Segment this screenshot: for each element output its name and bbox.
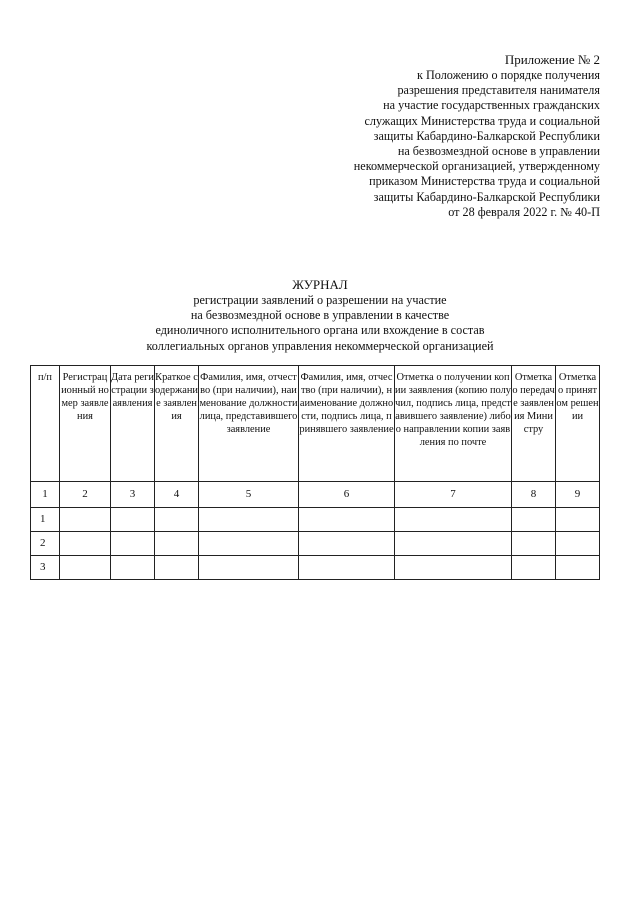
table-cell (111, 556, 155, 580)
column-header: Отметка о получении копии заявления (копию получил, подпись лица, представившего заявление) либо о направлении копии заявления по почте (395, 366, 512, 482)
journal-title: ЖУРНАЛ (292, 277, 348, 292)
table-cell (395, 556, 512, 580)
table-cell (512, 508, 556, 532)
column-number: 2 (60, 482, 111, 508)
table-cell (299, 508, 395, 532)
appendix-block (280, 52, 600, 220)
table-cell (155, 556, 199, 580)
column-number: 9 (556, 482, 600, 508)
column-header: Отметка о принятом решении (556, 366, 600, 482)
table-cell (299, 532, 395, 556)
table-cell (556, 556, 600, 580)
table-cell (512, 532, 556, 556)
column-header: Отметка о передаче заявления Министру (512, 366, 556, 482)
table-cell (199, 556, 299, 580)
table-cell (111, 508, 155, 532)
journal-subtitle-line: единоличного исполнительного органа или вхождение в состав (155, 323, 485, 338)
appendix-line: разрешения представителя нанимателя (397, 83, 600, 98)
column-number: 4 (155, 482, 199, 508)
table-cell (111, 532, 155, 556)
table-cell (155, 532, 199, 556)
appendix-line: служащих Министерства труда и социальной (364, 113, 600, 128)
table-cell (60, 532, 111, 556)
table-cell (395, 532, 512, 556)
journal-table (30, 365, 600, 580)
column-header: Дата регистрации заявления (111, 366, 155, 482)
table-header-row (31, 366, 600, 482)
column-number: 3 (111, 482, 155, 508)
column-number: 7 (395, 482, 512, 508)
table-cell (199, 532, 299, 556)
table-cell (60, 556, 111, 580)
table-cell (60, 508, 111, 532)
table-row (31, 532, 600, 556)
appendix-line: приказом Министерства труда и социальной (369, 174, 600, 189)
row-number: 1 (31, 508, 60, 532)
column-number: 5 (199, 482, 299, 508)
column-header: Фамилия, имя, отчество (при наличии), наименование должности лица, представившего заявление (199, 366, 299, 482)
journal-subtitle-line: на безвозмездной основе в управлении в качестве (190, 308, 450, 323)
table-cell (395, 508, 512, 532)
journal-subtitle-line: регистрации заявлений о разрешении на участие (193, 293, 447, 307)
column-number: 6 (299, 482, 395, 508)
column-number: 1 (31, 482, 60, 508)
table-row (31, 508, 600, 532)
table-row (31, 556, 600, 580)
appendix-line: защиты Кабардино-Балкарской Республики (373, 189, 600, 204)
appendix-line: на участие государственных гражданских (383, 98, 600, 113)
journal-subtitle-line: коллегиальных органов управления некоммерческой организацией (146, 338, 494, 353)
appendix-line: защиты Кабардино-Балкарской Республики (373, 128, 600, 143)
column-header: Краткое содержание заявления (155, 366, 199, 482)
column-header: Фамилия, имя, отчество (при наличии), наименование должности, подпись лица, принявшего заявление (299, 366, 395, 482)
journal-title-block (0, 277, 640, 354)
column-header: п/п (31, 366, 60, 482)
table-cell (155, 508, 199, 532)
column-header: Регистрационный номер заявления (60, 366, 111, 482)
row-number: 2 (31, 532, 60, 556)
appendix-line: на безвозмездной основе в управлении (397, 144, 600, 159)
appendix-line: от 28 февраля 2022 г. № 40-П (448, 204, 600, 219)
table-cell (512, 556, 556, 580)
appendix-line: к Положению о порядке получения (417, 68, 600, 82)
table-cell (556, 508, 600, 532)
table-cell (299, 556, 395, 580)
column-number-row (31, 482, 600, 508)
table-cell (199, 508, 299, 532)
row-number: 3 (31, 556, 60, 580)
appendix-line: некоммерческой организацией, утвержденному (353, 159, 600, 174)
table-cell (556, 532, 600, 556)
column-number: 8 (512, 482, 556, 508)
appendix-heading: Приложение № 2 (504, 52, 600, 67)
